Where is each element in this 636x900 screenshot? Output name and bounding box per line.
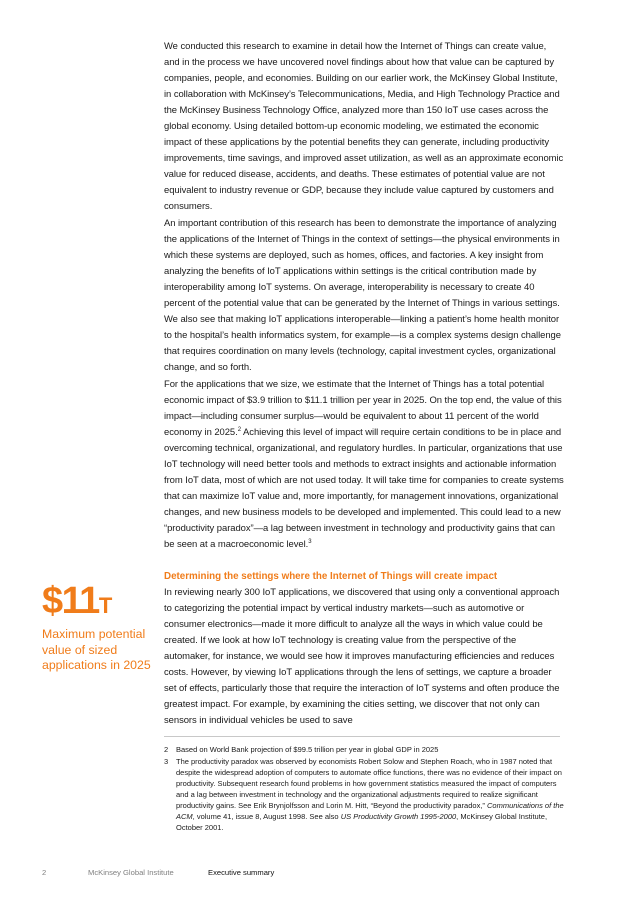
paragraph-3-text-b: Achieving this level of impact will require certain conditions to be in place and overcoming technical, organizational, and regulatory hurdles. In particular, organizations that use IoT technology will need better tools and methods to extract insights and actionable information from IoT data, most of which are not used today. It will take time for companies to create systems that can maximize IoT value and, more importantly, for management innovations, organizational changes, and new business models to be developed and implemented. This could lead to a new “productivity paradox”—a lag between investment in technology and productivity gains that can be seen at a macroeconomic level. bbox=[164, 427, 564, 550]
stat-caption: Maximum potential value of sized applications in 2025 bbox=[42, 627, 151, 672]
body-paragraph-1: We conducted this research to examine in detail how the Internet of Things can create value, and in the process we have uncovered novel findings about how that value can be captured by companies, people, and economies. Building on our earlier work, the McKinsey Global Institute, in collaboration with McKinsey’s Telecommunications, Media, and High Technology Practice and the McKinsey Business Technology Office, analyzed more than 150 IoT use cases across the global economy. Using detailed bottom-up economic modeling, we estimated the economic impact of these applications by the potential benefits they can generate, including productivity improvements, time savings, and improved asset utilization, as well as an approximate economic value for reduced disease, accidents, and deaths. These estimates of potential value are not equivalent to industry revenue or GDP, because they include value captured by customers and consumers. bbox=[164, 41, 564, 212]
footnote-3-text bbox=[176, 756, 564, 833]
footnote-2-number: 2 bbox=[164, 745, 169, 754]
footnote-ref-3: 3 bbox=[308, 539, 312, 545]
page-footer bbox=[0, 867, 636, 881]
body-paragraph-4: In reviewing nearly 300 IoT applications, we discovered that using only a conventional approach to categorizing the potential impact by vertical industry markets—such as automotive or consumer electronics—made it more difficult to analyze all the ways in which value could be created. If we look at how IoT technology is creating value from the perspective of the automaker, for instance, we would see how it improves manufacturing efficiencies and reduces costs. However, by viewing IoT applications through the lens of settings, we capture a broader set of effects, particularly those that require the interaction of IoT systems and often produce the greatest impact. For example, by examining the cities setting, we discover that not only can sensors in individual vehicles be used to save bbox=[164, 587, 560, 726]
section-name: Executive summary bbox=[208, 868, 275, 877]
footnote-ref-2: 2 bbox=[237, 427, 241, 433]
footnote-3-text-c: , McKinsey Global Institute, October 2001. bbox=[176, 812, 548, 832]
publisher-name: McKinsey Global Institute bbox=[88, 868, 174, 877]
footnote-3-number: 3 bbox=[164, 757, 169, 766]
footnote-3-text-b: , volume 41, issue 8, August 1998. See also bbox=[192, 812, 341, 821]
sidebar-stat bbox=[42, 582, 154, 674]
stat-number: $11 bbox=[42, 580, 99, 622]
section-heading: Determining the settings where the Internet of Things will create impact bbox=[164, 571, 498, 582]
footnote-divider bbox=[164, 736, 560, 737]
footnote-3-text-a: The productivity paradox was observed by economists Robert Solow and Stephen Roach, who in 1987 noted that despite the widespread adoption of computers to automate office functions, there was no evidence of their impact on productivity. Subsequent research found problems in how government statistics measured the impact of computers and a lag between investment in technology and the organizational adjustments required to realize significant productivity gains. See Erik Brynjolfsson and Lorin M. Hitt, “Beyond the productivity paradox,” bbox=[176, 757, 562, 810]
footnote-3-book: US Productivity Growth 1995-2000 bbox=[340, 812, 457, 821]
stat-unit: T bbox=[98, 593, 113, 618]
stat-value bbox=[42, 582, 154, 625]
footnote-2-text: Based on World Bank projection of $99.5 trillion per year in global GDP in 2025 bbox=[176, 745, 439, 754]
body-paragraph-3 bbox=[164, 377, 564, 553]
body-paragraph-2: An important contribution of this research has been to demonstrate the importance of analyzing the applications of the Internet of Things in the context of settings—the physical environments in which these systems are deployed, such as homes, offices, and factories. A key insight from analyzing the benefits of IoT applications within settings is the critical contribution made by interoperability among IoT systems. On average, interoperability is necessary to create 40 percent of the potential value that can be generated by the Internet of Things in various settings. We also see that making IoT applications interoperable—linking a patient’s home health monitor to the hospital’s health informatics system, for example—is a complex systems design challenge that requires coordination on many levels (technology, capital investment cycles, organizational change, and so forth. bbox=[164, 218, 561, 373]
paragraph-3-text-a: For the applications that we size, we estimate that the Internet of Things has a total potential economic impact of $3.9 trillion to $11.1 trillion per year in 2025. On the top end, the value of this impact—including consumer surplus—would be equivalent to about 11 percent of the world economy in 2025. bbox=[164, 379, 562, 438]
footnote-3-journal: Communications of the ACM bbox=[176, 801, 564, 821]
page-number: 2 bbox=[42, 868, 47, 877]
